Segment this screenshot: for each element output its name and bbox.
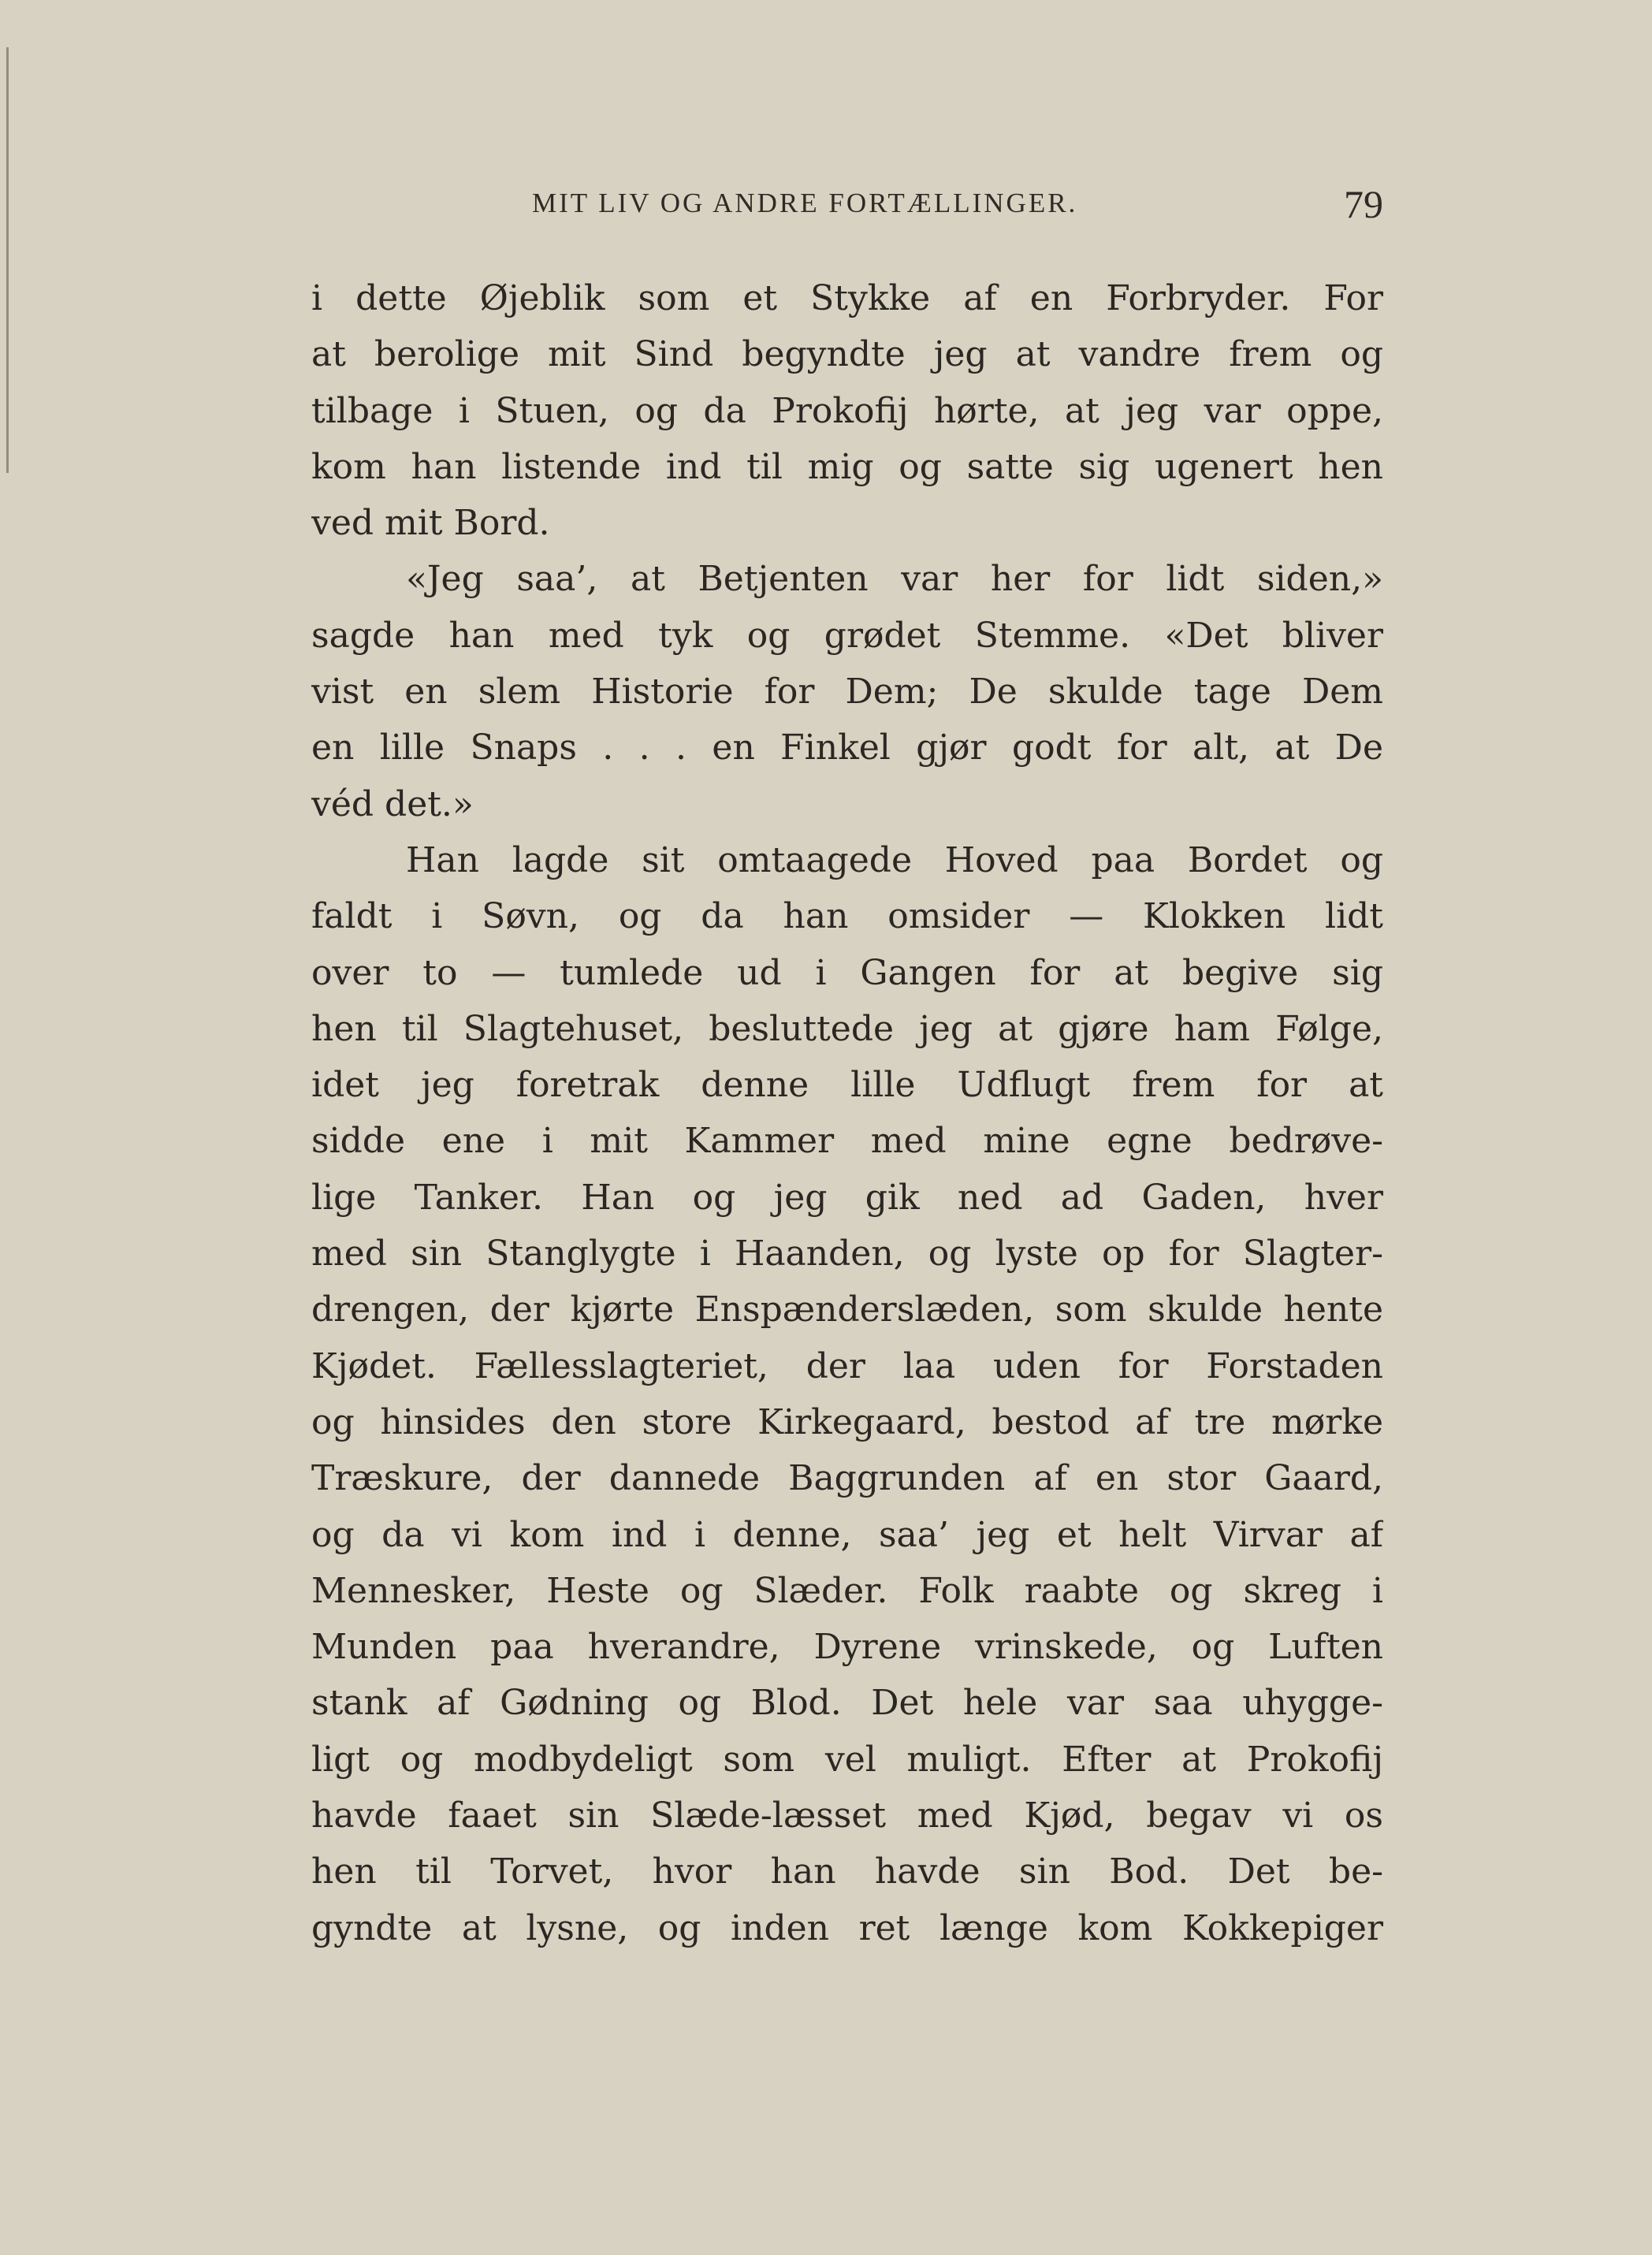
text-line: Munden paa hverandre, Dyrene vrinskede, og Luften xyxy=(311,1627,1383,1668)
page-number: 79 xyxy=(1344,182,1383,226)
page-header xyxy=(311,183,1383,230)
text-line: gyndte at lysne, og inden ret længe kom Kokkepiger xyxy=(311,1907,1383,1948)
running-head: MIT LIV OG ANDRE FORTÆLLINGER. xyxy=(532,188,1078,218)
body-text xyxy=(311,270,1383,1956)
text-line: drengen, der kjørte Enspænderslæden, som skulde hente xyxy=(311,1289,1383,1330)
text-line: sidde ene i mit Kammer med mine egne bedrøve- xyxy=(311,1121,1383,1162)
text-line: tilbage i Stuen, og da Prokofij hørte, at jeg var oppe, xyxy=(311,390,1383,431)
text-line: sagde han med tyk og grødet Stemme. «Det bliver xyxy=(311,615,1383,656)
text-line: i dette Øjeblik som et Stykke af en Forbryder. For xyxy=(311,278,1383,318)
text-line: hen til Torvet, hvor han havde sin Bod. Det be- xyxy=(311,1851,1383,1892)
text-line: vist en slem Historie for Dem; De skulde tage Dem xyxy=(311,672,1383,713)
text-line: Han lagde sit omtaagede Hoved paa Bordet og xyxy=(406,839,1383,880)
text-line: at berolige mit Sind begyndte jeg at vandre frem og xyxy=(311,334,1383,375)
text-line: stank af Gødning og Blod. Det hele var saa uhygge- xyxy=(311,1683,1383,1724)
text-line: faldt i Søvn, og da han omsider — Klokken lidt xyxy=(311,896,1383,937)
text-line: véd det.» xyxy=(311,783,474,824)
text-line: med sin Stanglygte i Haanden, og lyste op for Slagter- xyxy=(311,1234,1383,1274)
text-line: lige Tanker. Han og jeg gik ned ad Gaden, hver xyxy=(311,1177,1383,1218)
text-line: idet jeg foretrak denne lille Udflugt frem for at xyxy=(311,1065,1383,1106)
text-line: havde faaet sin Slæde-læsset med Kjød, begav vi os xyxy=(311,1795,1383,1836)
text-line: og hinsides den store Kirkegaard, bestod af tre mørke xyxy=(311,1401,1383,1442)
text-line: «Jeg saa’, at Betjenten var her for lidt siden,» xyxy=(406,559,1383,600)
text-line: ved mit Bord. xyxy=(311,503,550,544)
text-line: ligt og modbydeligt som vel muligt. Efter at Prokofij xyxy=(311,1739,1383,1780)
page-edge-shadow xyxy=(6,47,9,473)
text-line: Træskure, der dannede Baggrunden af en stor Gaard, xyxy=(311,1458,1383,1499)
text-line: en lille Snaps . . . en Finkel gjør godt for alt, at De xyxy=(311,727,1383,768)
text-line: kom han listende ind til mig og satte sig ugenert hen xyxy=(311,446,1383,487)
text-line: Kjødet. Fællesslagteriet, der laa uden for Forstaden xyxy=(311,1345,1383,1386)
text-line: over to — tumlede ud i Gangen for at begive sig xyxy=(311,952,1383,993)
text-line: Mennesker, Heste og Slæder. Folk raabte og skreg i xyxy=(311,1570,1383,1611)
text-line: og da vi kom ind i denne, saa’ jeg et helt Virvar af xyxy=(311,1514,1383,1555)
text-line: hen til Slagtehuset, besluttede jeg at gjøre ham Følge, xyxy=(311,1008,1383,1049)
